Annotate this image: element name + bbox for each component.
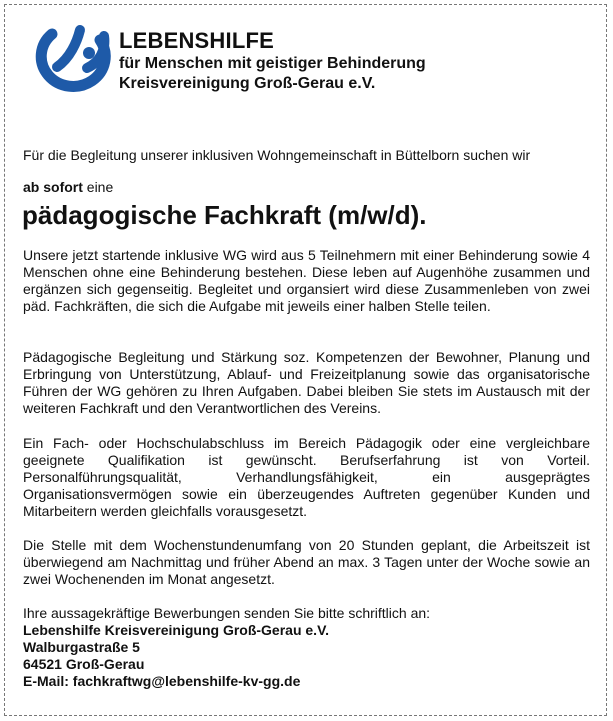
org-branch: Kreisvereinigung Groß-Gerau e.V. — [119, 75, 376, 92]
paragraph-tasks: Pädagogische Begleitung und Stärkung soz. Kompetenzen der Bewohner, Planung und Erbringung von Unterstützung, Ablauf- und Freizeitplanung sowie das organisatorische Führen der WG gehören zu Ihren Aufgaben. Dabei bleiben Sie stets im Austausch mit der weiteren Fachkraft und den Verantwortlichen des Vereins. — [23, 349, 590, 416]
contact-block — [23, 605, 590, 690]
contact-email: E-Mail: fachkraftwg@lebenshilfe-kv-gg.de — [23, 673, 301, 689]
start-date-bold: ab sofort — [23, 179, 83, 195]
org-name: LEBENSHILFE — [119, 28, 274, 53]
contact-city: 64521 Groß-Gerau — [23, 656, 145, 672]
org-subtitle: für Menschen mit geistiger Behinderung — [119, 55, 426, 72]
contact-street: Walburgastraße 5 — [23, 639, 140, 655]
organization-header — [119, 28, 426, 94]
paragraph-working-hours: Die Stelle mit dem Wochenstundenumfang von 20 Stunden geplant, die Arbeitszeit ist überwiegend am Nachmittag und früher Abend an max. 3 Tagen unter der Woche sowie an zwei Wochenenden im Monat angesetzt. — [23, 537, 590, 587]
contact-intro: Ihre aussagekräftige Bewerbungen senden Sie bitte schriftlich an: — [23, 605, 431, 621]
intro-text: Für die Begleitung unserer inklusiven Wohngemeinschaft in Büttelborn suchen wir — [23, 147, 531, 163]
start-date-rest: eine — [82, 179, 114, 195]
lebenshilfe-logo-icon — [24, 20, 114, 92]
paragraph-requirements: Ein Fach- oder Hochschulabschluss im Bereich Pädagogik oder eine vergleichbare geeignete Qualifikation ist gewünscht. Berufserfahrung ist von Vorteil. Personalführungsqualität, Verhandlungsfähigkeit, ein ausgeprägtes Organisationsvermögen sowie ein überzeugendes Auftreten gegenüber Kunden und Mitarbeitern werden gleichfalls vorausgesetzt. — [23, 435, 590, 519]
contact-organization: Lebenshilfe Kreisvereinigung Groß-Gerau e.V. — [23, 622, 330, 638]
paragraph-description: Unsere jetzt startende inklusive WG wird aus 5 Teilnehmern mit einer Behinderung sowie 4 Menschen ohne eine Behinderung bestehen. Diese leben auf Augenhöhe zusammen und ergänzen sich gegenseitig. Begleitet und organsiert wird diese Zusammenleben von zwei päd. Fachkräften, die sich die Aufgabe mit jeweils einer halben Stelle teilen. — [23, 247, 590, 314]
job-title: pädagogische Fachkraft (m/w/d). — [22, 200, 427, 230]
start-date — [23, 179, 590, 196]
